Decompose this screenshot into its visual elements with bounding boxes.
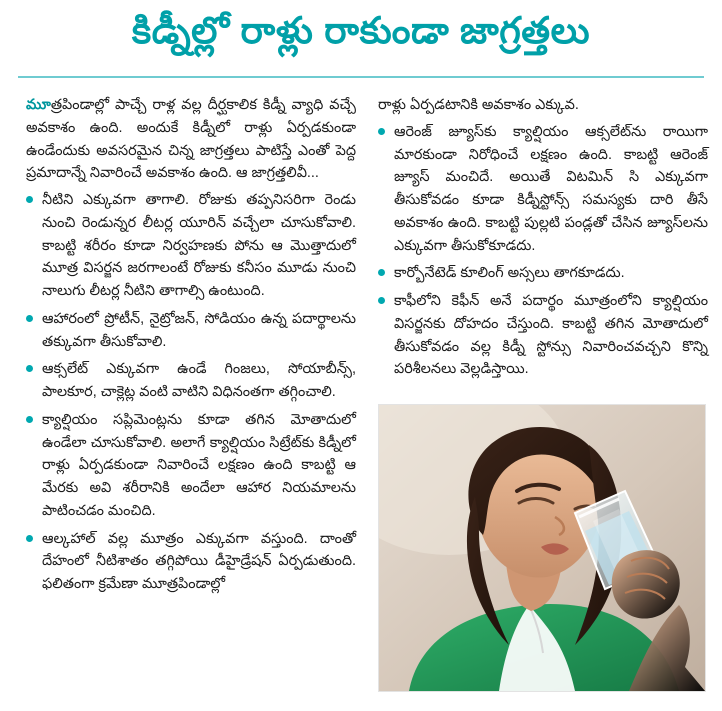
header-divider [18,76,704,78]
bullet-dot-icon [378,128,385,135]
bullet-dot-icon [378,269,385,276]
list-item-text: ఆరెంజ్ జ్యూస్‌కు క్యాల్షియం ఆక్సలేట్‌ను రాయిగా మారకుండా నిరోధించే లక్షణం ఉంది. కాబట్టి ఆరెంజ్ జ్యూస్ మంచిదే. అయితే విటమిన్ సి ఎక్కువగా తీసుకోవడం కూడా కిడ్నీస్టోన్స్ సమస్యకు దారి తీసే అవకాశం ఉంది. కాబట్టి పుల్లటి పండ్లతో చేసిన జ్యూస్‌లను ఎక్కువగా తీసుకోకూడదు. [394,123,708,254]
left-bullet-list [26,189,356,596]
list-item [26,409,356,523]
list-item-text: క్యాల్షియం సప్లిమెంట్లను కూడా తగిన మోతాదులో ఉండేలా చూసుకోవాలి. అలాగే క్యాల్షియం సిట్రేట్‌కు కిడ్నీలో రాళ్లు ఏర్పడకుండా నివారించే లక్షణం ఉంది కాబట్టి ఆ మేరకు అవి శరీరానికి అందేలా ఆహార నియమాలను పాటించడం మంచిది. [42,411,356,519]
list-item-text: ఆహారంలో ప్రోటీన్, నైట్రోజన్, సోడియం ఉన్న పదార్థాలను తక్కువగా తీసుకోవాలి. [42,310,356,350]
list-item [26,528,356,596]
list-item-text: నీటిని ఎక్కువగా తాగాలి. రోజుకు తప్పనిసరిగా రెండు నుంచి రెండున్నర లీటర్ల యూరిన్ వచ్చేలా చూసుకోవాలి. కాబట్టి శరీరం కూడా నిర్వహణకు పోను ఆ మొత్తాదులో మూత్ర విసర్జన జరగాలంటే రోజుకు కనీసం మూడు నుంచి నాలుగు లీటర్ల నీటిని తాగాల్సి ఉంటుంది. [42,192,356,299]
list-item-text: కార్బోనేటెడ్ కూలింగ్ అస్సలు తాగకూడదు. [394,265,625,282]
list-item-text: ఆల్కహాల్ వల్ల మూత్రం ఎక్కువగా వస్తుంది. దాంతో దేహంలో నీటిశాతం తగ్గిపోయి డీహైడ్రేషన్ ఏర్పడుతుంది. ఫలితంగా క్రమేణా మూత్రపిండాల్లో [42,530,356,592]
page-title: కిడ్నీల్లో రాళ్లు రాకుండా జాగ్రత్తలు [131,10,591,51]
bullet-dot-icon [378,297,385,304]
list-item [378,290,708,381]
bullet-dot-icon [26,416,33,423]
intro-paragraph [26,94,356,185]
continuation-paragraph: రాళ్లు ఏర్పడటానికి అవకాశం ఎక్కువ. [378,97,579,113]
bullet-dot-icon [26,365,33,372]
list-item [26,358,356,404]
list-item-text: కాఫీలోని కెఫీన్ అనే పదార్థం మూత్రంలోని క్యాల్షియం విసర్జనకు దోహదం చేస్తుంది. కాబట్టి తగిన మోతాదులో తీసుకోవడం వల్ల కిడ్నీ స్టోన్సు నివారించవచ్చని కొన్ని పరిశీలనలు వెల్లడిస్తాయి. [394,293,708,378]
list-item-text: ఆక్సలేట్ ఎక్కువగా ఉండే గింజలు, సోయాబీన్స్, పాలకూర, చాక్లెట్ల వంటి వాటిని విధినంతగా తగ్గించాలి. [42,361,356,400]
bullet-dot-icon [26,196,33,203]
left-column [26,94,356,601]
list-item [378,121,708,258]
intro-text: త్రపిండాల్లో పాచ్చే రాళ్ల వల్ల దీర్ఘకాలిక కిడ్నీ వ్యాధి వచ్చే అవకాశం ఉంది. అందుకే కిడ్నీలో రాళ్లు ఏర్పడకుండా ఉండేందుకు అవసరమైన చిన్న జాగ్రత్తలు పాటిస్తే ఎంతో పెద్ద ప్రమాదాన్నే నివారించే అవకాశం ఉంది. ఆ జాగ్రత్తలివీ... [26,97,356,182]
list-item [378,262,708,285]
right-bullet-list [378,121,708,381]
list-item [26,189,356,303]
woman-drinking-water-photo [378,404,706,692]
drop-cap: మూ [26,97,51,113]
bullet-dot-icon [26,535,33,542]
list-item [26,308,356,354]
bullet-dot-icon [26,315,33,322]
right-column [378,94,708,386]
